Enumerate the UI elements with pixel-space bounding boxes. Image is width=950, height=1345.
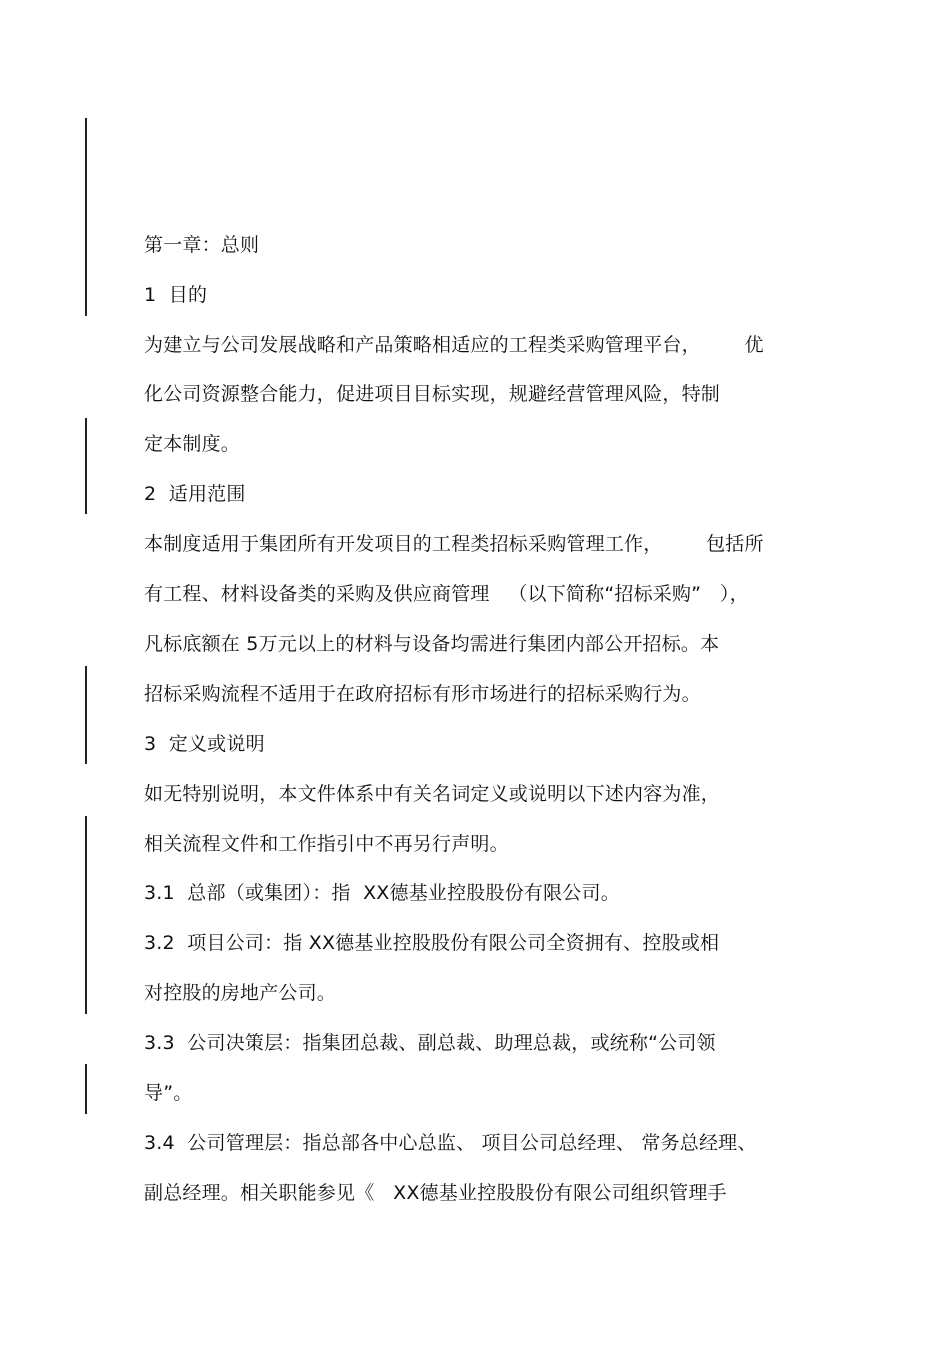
margin-bar [85,418,87,514]
body-line: 为建立与公司发展战略和产品策略相适应的工程类采购管理平台， 优 [144,334,764,356]
definition-line: 3.2 项目公司：指 XX德基业控股股份有限公司全资拥有、控股或相 [144,932,720,954]
chapter-heading: 第一章：总则 [144,234,260,256]
body-line: 相关流程文件和工作指引中不再另行声明。 [144,833,509,855]
definition-line: 3.4 公司管理层：指总部各中心总监、 项目公司总经理、 常务总经理、 [144,1132,757,1154]
definition-line: 3.3 公司决策层：指集团总裁、副总裁、助理总裁，或统称“公司领 [144,1032,716,1054]
body-line: 本制度适用于集团所有开发项目的工程类招标采购管理工作， 包括所 [144,533,764,555]
definition-line: 3.1 总部（或集团）：指 XX德基业控股股份有限公司。 [144,882,620,904]
body-line: 如无特别说明，本文件体系中有关名词定义或说明以下述内容为准， [144,783,721,805]
section-heading: 2 适用范围 [144,483,246,505]
margin-bar [85,666,87,764]
margin-bar [85,118,87,316]
body-line: 对控股的房地产公司。 [144,982,337,1004]
margin-bar [85,816,87,1014]
section-heading: 3 定义或说明 [144,733,265,755]
body-line: 定本制度。 [144,433,241,455]
margin-bar [85,1064,87,1114]
body-line: 副总经理。相关职能参见《 XX德基业控股股份有限公司组织管理手 [144,1182,727,1204]
body-line: 凡标底额在 5万元以上的材料与设备均需进行集团内部公开招标。本 [144,633,720,655]
section-heading: 1 目的 [144,284,208,306]
body-line: 有工程、材料设备类的采购及供应商管理 （以下简称“招标采购” ）， [144,583,749,605]
body-line: 化公司资源整合能力，促进项目目标实现，规避经营管理风险，特制 [144,383,721,405]
body-line: 招标采购流程不适用于在政府招标有形市场进行的招标采购行为。 [144,683,701,705]
body-line: 导”。 [144,1082,193,1104]
